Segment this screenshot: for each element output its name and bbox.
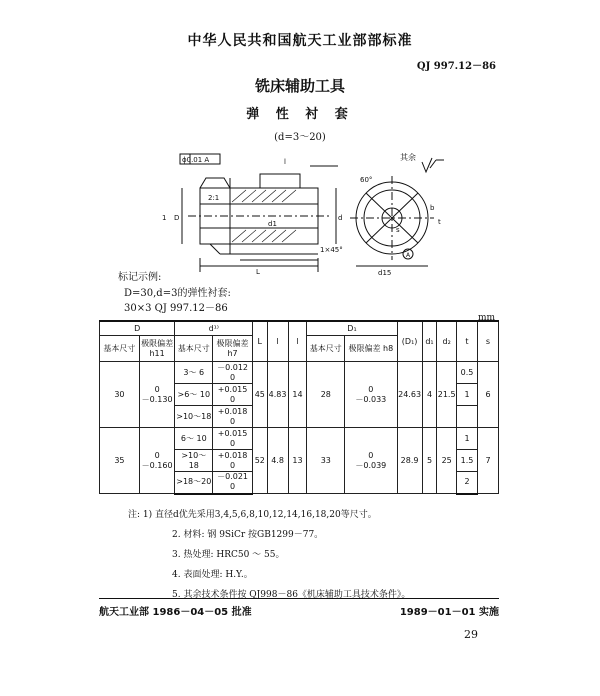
effective-date: 1989－01－01 实施 [399,607,499,618]
cell-t: 1.5 [457,450,478,472]
cell-d: >6～ 10 [175,384,213,406]
col-D-basic: 基本尺寸 [100,336,140,362]
col-D-tol: 极限偏差 h11 [139,336,175,362]
cell-tol-d: +0.018 0 [213,450,253,472]
cell-d1: 4 [422,362,437,428]
cell-tol-d: －0.021 0 [213,472,253,494]
cell-t: 2 [457,472,478,494]
cell-tolD1: 0 －0.033 [345,362,397,428]
cell-tol-d: +0.015 0 [213,384,253,406]
cell-t [457,406,478,428]
cell-l2: 14 [288,362,307,428]
cell-d: >18～20 [175,472,213,494]
notes [128,505,410,605]
cell-D: 30 [100,362,140,428]
cell-t: 1 [457,384,478,406]
cell-d2: 25 [437,428,457,494]
drawing-label-b: b [430,204,435,212]
standard-code: QJ 997.12－86 [416,61,496,72]
note-4: 4. 表面处理: H.Y.。 [172,570,253,580]
org-header: 中华人民共和国航天工业部部标准 [187,33,413,49]
title-sub: 弹 性 衬 套 [246,107,354,122]
cell-l: 4.8 [267,428,288,494]
cell-t: 0.5 [457,362,478,384]
cell-tol-d: +0.018 0 [213,406,253,428]
drawing-label-l: l [284,158,286,166]
cell-s: 6 [477,362,498,428]
table-row [100,428,499,450]
col-D: D [100,321,175,336]
cell-l: 4.83 [267,362,288,428]
drawing-label-t: t [438,218,441,226]
bushing-drawing [160,148,450,280]
cell-d: 3～ 6 [175,362,213,384]
title-main: 铣床辅助工具 [254,77,345,95]
drawing-label-d1: d1 [268,220,277,228]
cell-D1: 33 [307,428,345,494]
cell-tolD: 0 －0.130 [139,362,175,428]
cell-tolD1: 0 －0.039 [345,428,397,494]
drawing-label-d: d [338,214,343,222]
table-row [100,362,499,384]
col-s: s [477,321,498,362]
spec-table [99,320,499,495]
footer-rule [99,598,499,599]
example-line2: 30×3 QJ 997.12－86 [124,303,228,314]
col-D1: D₁ [307,321,397,336]
cell-d: 6～ 10 [175,428,213,450]
col-D1-basic: 基本尺寸 [307,336,345,362]
cell-t: 1 [457,428,478,450]
drawing-label-chamfer: 1×45° [320,246,343,254]
col-d1: d₁ [422,321,437,362]
cell-d: >10～ 18 [175,450,213,472]
col-pD1: (D₁) [397,321,422,362]
cell-d2: 21.5 [437,362,457,428]
col-d2: d₂ [437,321,457,362]
drawing-label-d15: d15 [378,269,392,277]
drawing-label-L: L [256,268,260,276]
cell-D: 35 [100,428,140,494]
col-D1-tol: 极限偏差 h8 [345,336,397,362]
col-l: l [267,321,288,362]
col-L: L [252,321,267,362]
unit-label: mm [478,313,496,323]
drawing-label-scale: 2:1 [208,194,220,202]
cell-d: >10～18 [175,406,213,428]
roughness-label: 其余 [400,153,416,162]
cell-tol-d: －0.012 0 [213,362,253,384]
cell-l2: 13 [288,428,307,494]
drawing-label-A: A [406,252,411,259]
drawing-label-r: 1 [162,214,167,222]
cell-L: 52 [252,428,267,494]
cell-D1: 28 [307,362,345,428]
example-line1: D=30,d=3的弹性衬套: [124,288,231,299]
note-1: 注: 1) 直径d优先采用3,4,5,6,8,10,12,14,16,18,20等尺寸。 [128,510,377,520]
note-2: 2. 材料: 钢 9SiCr 按GB1299－77。 [172,530,324,540]
drawing-label-phi: ϕ0.01 A [182,156,210,164]
col-d: d¹⁾ [175,321,253,336]
approval-date: 航天工业部 1986－04－05 批准 [99,607,252,618]
col-d-tol: 极限偏差 h7 [213,336,253,362]
title-range: (d=3～20) [274,132,326,143]
cell-tol-d: +0.015 0 [213,428,253,450]
note-5: 5. 其余技术条件按 QJ998－86《机床辅助工具技术条件》。 [172,590,411,600]
drawing-label-60deg: 60° [360,176,373,184]
col-t: t [457,321,478,362]
cell-pD1: 28.9 [397,428,422,494]
cell-L: 45 [252,362,267,428]
cell-s: 7 [477,428,498,494]
cell-pD1: 24.63 [397,362,422,428]
page-number: 29 [464,628,478,641]
example-label: 标记示例: [118,272,162,283]
drawing-label-s: s [396,226,400,234]
cell-d1: 5 [422,428,437,494]
col-d-basic: 基本尺寸 [175,336,213,362]
cell-tolD: 0 －0.160 [139,428,175,494]
drawing-label-D: D [174,214,180,222]
note-3: 3. 热处理: HRC50 ～ 55。 [172,550,285,560]
col-l2: l [288,321,307,362]
